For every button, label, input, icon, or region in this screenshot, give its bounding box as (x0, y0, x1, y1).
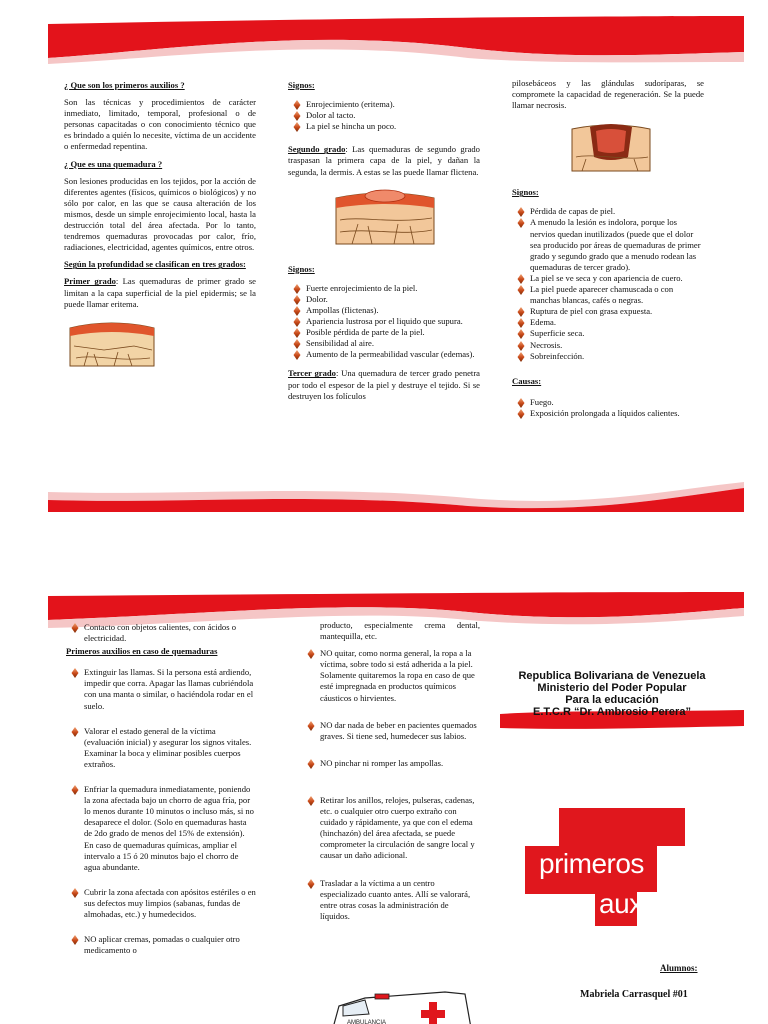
contacto-list (66, 622, 256, 644)
list-item: Dolor al tacto. (288, 110, 480, 121)
student-name: Mabriela Carrasquel #01 (580, 989, 688, 1000)
list-item: A menudo la lesión es indolora, porque los nervios quedan inutilizados (puede que el dolor sea producido por áreas de quemaduras de primer grado y segundo grado que a menudo rodean las quemaduras de tercer grado). (512, 217, 704, 272)
list-item: Dolor. (288, 294, 480, 305)
paragraph-tercer-grado (288, 368, 480, 401)
panel-3 (512, 78, 704, 425)
panel-2 (288, 80, 480, 408)
list-item: La piel puede aparecer chamuscada o con manchas blancas, cafés o negras. (512, 284, 704, 306)
list-item: Fuerte enrojecimiento de la piel. (288, 283, 480, 294)
primer-grado-label: Primer grado (64, 276, 116, 287)
list-item: NO pinchar ni romper las ampollas. (302, 758, 480, 769)
panel-5 (302, 620, 480, 928)
tercer-grado-label: Tercer grado (288, 368, 336, 379)
causas-heading: Causas: (512, 375, 542, 386)
brochure-page-2 (0, 512, 768, 1024)
list-item: Retirar los anillos, relojes, pulseras, cadenas, etc. o cualquier otro cuerpo extraño con cuidado y rápidamente, ya que con el edema (hinchazón) del área afectada, se puede comprometer la circulación de sangre local y causar un daño adicional. (302, 795, 480, 862)
causas-list (512, 397, 704, 419)
list-item: Ruptura de piel con grasa expuesta. (512, 306, 704, 317)
institution-title (508, 670, 716, 718)
paragraph-definicion: Son las técnicas y procedimientos de carácter inmediato, limitado, temporal, profesional o de personas capacitadas o con conocimiento técnico que es brindado a quién lo necesite, víctima de un accidente o enfermedad repentina. (64, 97, 256, 152)
list-item: NO aplicar cremas, pomadas o cualquier otro medicamento o (66, 934, 256, 956)
list-item: Cubrir la zona afectada con apósitos estériles o en sus defectos muy limpios (sabanas, fundas de almohadas, etc.) y humedecidos. (66, 887, 256, 920)
list-item: Valorar el estado general de la víctima (evaluación inicial) y asegurar los signos vitales. Examinar la boca y eliminar posibles cuerpos extraños. (66, 726, 256, 770)
list-item: Superficie seca. (512, 328, 704, 339)
list-item: Ampollas (flictenas). (288, 305, 480, 316)
list-item: Fuego. (512, 397, 704, 408)
list-item: Posible pérdida de parte de la piel. (288, 327, 480, 338)
ambulance-label: AMBULANCIA (347, 1020, 387, 1024)
list-item: Pérdida de capas de piel. (512, 206, 704, 217)
list-item: Contacto con objetos calientes, con ácidos o electricidad. (66, 622, 256, 644)
question-quemadura: ¿ Que es una quemadura ? (64, 158, 163, 169)
paragraph-quemadura: Son lesiones producidas en los tejidos, por la acción de diferentes agentes (físicos, químicos o biológicos) y no sólo por calor, en las que se causa alteración de los mismos, desde un simple enrojecimiento local, hasta la destrucción total del área afectada. Por lo tanto, tendremos quemaduras provocadas por calor, frío, radiaciones, electricidad, agentes químicos, entre otros. (64, 175, 256, 253)
signos-list-2 (288, 283, 480, 361)
list-item: Enfriar la quemadura inmediatamente, poniendo la zona afectada bajo un chorro de agua fría, por lo menos durante 10 minutos o incluso más, si no desaparece el dolor. (Solo en quemaduras hasta de 2do grado de menos del 15% de extensión). En caso de quemaduras químicas, ampliar el intervalo a 15 ó 20 minutos bajo el chorro de agua abundante. (66, 784, 256, 873)
signos-heading-2: Signos: (288, 263, 315, 274)
list-item: NO quitar, como norma general, la ropa a la víctima, sobre todo si está adherida a la piel. Solamente quitaremos la ropa en caso de que esté impregnada en productos químicos cáusticos o hirvientes. (302, 648, 480, 703)
list-item: La piel se hincha un poco. (288, 121, 480, 132)
list-item: Necrosis. (512, 340, 704, 351)
list-item: NO dar nada de beber en pacientes quemados graves. Si tiene sed, humedecer sus labios. (302, 720, 480, 742)
list-item: Extinguir las llamas. Si la persona está ardiendo, impedir que corra. Apagar las llamas cubriéndola con una manta o similar, o haciéndola rodar en el suelo. (66, 667, 256, 711)
list-item: Exposición prolongada a líquidos calientes. (512, 408, 704, 419)
list-item: Trasladar a la víctima a un centro especializado cuanto antes. Allí se valorará, entre otras cosas la administración de líquidos. (302, 878, 480, 922)
list-item: Enrojecimiento (eritema). (288, 99, 480, 110)
panel-1 (64, 80, 256, 372)
list-item: Sobreinfección. (512, 351, 704, 362)
logo-text-auxilios: auxilios (599, 888, 689, 919)
primeros-auxilios-logo (525, 808, 687, 926)
title-line-1: Republica Bolivariana de Venezuela (518, 670, 706, 682)
segundo-grado-label: Segundo grado (288, 144, 346, 155)
ambulance-illustration (325, 984, 475, 1024)
segundo-grado-text: : Las quemaduras de segundo grado traspasan la primera capa de la piel, y dañan la segunda, la dermis. A estas se las puede llamar flictena. (288, 144, 480, 177)
primer-grado-text: : Las quemaduras de primer grado se limitan a la capa superficial de la piel epidermis; se la puede llamar eritema. (64, 276, 256, 309)
title-line-3: Para la educación (565, 694, 659, 706)
primeros-auxilios-list (66, 667, 256, 956)
alumnos-label: Alumnos: (660, 963, 698, 973)
question-primeros-auxilios: ¿ Que son los primeros auxilios ? (64, 80, 185, 90)
paragraph-producto-cont: producto, especialmente crema dental, mantequilla, etc. (320, 620, 480, 642)
top-red-wave (48, 14, 744, 64)
list-item: Edema. (512, 317, 704, 328)
title-line-2: Ministerio del Poder Popular (537, 682, 687, 694)
panel-4 (66, 622, 256, 962)
primeros-auxilios-heading: Primeros auxilios en caso de quemaduras (66, 646, 218, 657)
no-hacer-list (302, 648, 480, 922)
list-item: Aumento de la permeabilidad vascular (edemas). (288, 349, 480, 360)
skin-second-degree-illustration (332, 184, 438, 250)
title-line-4: E.T.C.R “Dr. Ambrosio Perera” (533, 706, 691, 718)
list-item: Apariencia lustrosa por el liquido que supura. (288, 316, 480, 327)
logo-text-primeros: primeros (539, 848, 644, 879)
heading-clasificacion: Según la profundidad se clasifican en tres grados: (64, 259, 246, 270)
signos-list-3 (512, 206, 704, 361)
signos-heading-3: Signos: (512, 187, 539, 198)
tercer-grado-text: : Una quemadura de tercer grado penetra por todo el espesor de la piel y destruye el tejido. Si se destruyen los folículos (288, 368, 480, 401)
paragraph-primer-grado (64, 276, 256, 309)
list-item: La piel se ve seca y con apariencia de cuero. (512, 273, 704, 284)
bottom-red-wave (48, 478, 744, 512)
skin-third-degree-illustration (568, 117, 654, 177)
signos-heading-1: Signos: (288, 80, 315, 90)
signos-list-1 (288, 99, 480, 132)
skin-first-degree-illustration (64, 316, 158, 372)
paragraph-tercer-grado-cont: pilosebáceos y las glándulas sudoríparas, se compromete la capacidad de regeneración. Se la puede llamar necrosis. (512, 78, 704, 111)
list-item: Sensibilidad al aire. (288, 338, 480, 349)
paragraph-segundo-grado (288, 144, 480, 177)
